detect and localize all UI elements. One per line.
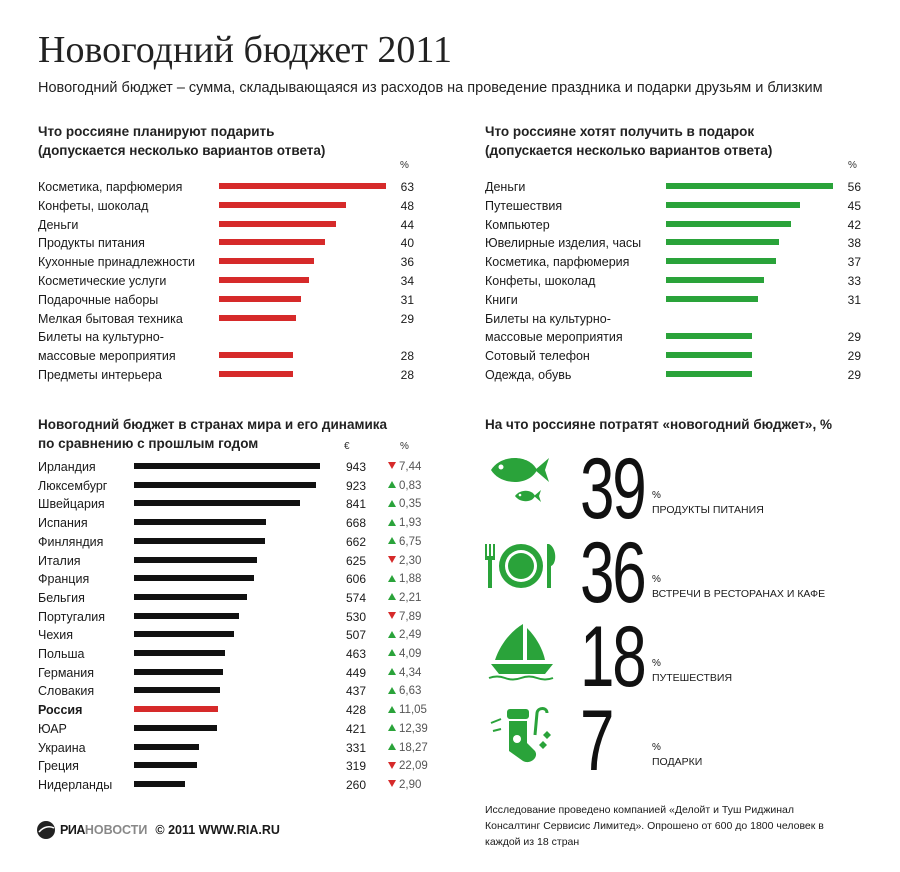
spend-label-food: ПРОДУКТЫ ПИТАНИЯ (652, 504, 764, 516)
receive-bar (666, 333, 752, 339)
receive-label: Ювелирные изделия, часы (485, 236, 642, 251)
country-value: 260 (345, 777, 366, 792)
country-value: 421 (345, 721, 366, 736)
triangle-down-icon (388, 762, 396, 769)
country-value: 923 (345, 478, 366, 493)
country-change-value: 12,39 (399, 722, 428, 735)
country-value: 331 (345, 740, 366, 755)
give-label: Косметика, парфюмерия (38, 180, 183, 194)
country-row (38, 552, 438, 570)
give-value: 44 (400, 217, 414, 232)
country-row (38, 495, 438, 513)
receive-bar (666, 183, 833, 189)
country-change-value: 0,83 (399, 479, 422, 492)
receive-bar (666, 202, 800, 208)
country-row (38, 645, 438, 663)
spend-value-food: 39 (580, 441, 645, 537)
country-row (38, 739, 438, 757)
country-bar-chart (38, 458, 438, 798)
country-row (38, 477, 438, 495)
give-value: 28 (400, 367, 414, 382)
give-label: Деньги (38, 217, 79, 232)
spend-pct-food: % (652, 490, 661, 501)
receive-row (485, 291, 865, 309)
country-bar (134, 725, 217, 731)
country-bar (134, 669, 223, 675)
receive-value: 29 (847, 348, 861, 363)
triangle-up-icon (388, 481, 396, 488)
country-label: Люксембург (38, 478, 108, 493)
receive-value: 37 (847, 255, 861, 270)
spend-title: На что россияне потратят «новогодний бюджет», % (485, 417, 832, 432)
triangle-down-icon (388, 556, 396, 563)
country-change-value: 2,30 (399, 554, 422, 567)
country-value: 319 (345, 759, 366, 774)
receive-bar (666, 221, 791, 227)
receive-label: Сотовый телефон (485, 348, 590, 363)
country-change-value: 2,21 (399, 591, 422, 604)
country-row (38, 589, 438, 607)
country-change (388, 720, 428, 738)
country-row (38, 664, 438, 682)
country-change (388, 776, 421, 794)
receive-label: массовые мероприятия (485, 330, 623, 345)
receive-label: Деньги (485, 180, 526, 194)
triangle-up-icon (388, 706, 396, 713)
receive-row (485, 178, 865, 196)
country-value: 841 (345, 497, 366, 512)
receive-bar (666, 352, 752, 358)
country-bar (134, 482, 316, 488)
country-label: Швейцария (38, 497, 105, 512)
spend-label-restaurants: ВСТРЕЧИ В РЕСТОРАНАХ И КАФЕ (652, 588, 826, 600)
country-change-unit: % (400, 441, 409, 452)
country-label: Греция (38, 759, 79, 774)
triangle-down-icon (388, 612, 396, 619)
country-row (38, 720, 438, 738)
give-row (38, 234, 418, 252)
triangle-up-icon (388, 519, 396, 526)
country-change-value: 4,09 (399, 648, 422, 660)
country-change-value: 7,89 (399, 610, 422, 623)
country-row (38, 776, 438, 794)
receive-label: Компьютер (485, 217, 550, 232)
give-label: Конфеты, шоколад (38, 198, 149, 213)
receive-bar-chart (485, 178, 865, 388)
receive-value: 33 (847, 274, 861, 288)
receive-value: 38 (847, 236, 861, 251)
receive-bar (666, 371, 752, 377)
triangle-up-icon (388, 575, 396, 582)
country-value: 463 (345, 647, 366, 661)
country-change (388, 682, 421, 700)
spend-value-travel: 18 (580, 609, 645, 705)
page-title: Новогодний бюджет 2011 (38, 29, 452, 71)
give-bar (219, 296, 301, 302)
spend-pct-restaurants: % (652, 574, 661, 585)
give-label: Мелкая бытовая техника (38, 311, 183, 326)
country-bar (134, 613, 239, 619)
receive-row (485, 272, 865, 290)
country-label: Нидерланды (38, 777, 113, 792)
give-label-line1: Билеты на культурно- (38, 330, 164, 345)
give-value: 29 (400, 311, 414, 326)
receive-row (485, 347, 865, 365)
give-row (38, 216, 418, 234)
country-bar (134, 557, 257, 563)
country-value: 507 (345, 628, 366, 643)
spend-pct-gifts: % (652, 742, 661, 753)
country-row (38, 514, 438, 532)
country-change (388, 757, 428, 775)
country-change-value: 1,93 (399, 517, 422, 530)
give-row (38, 178, 418, 196)
country-change-value: 7,44 (399, 461, 422, 473)
country-change-value: 6,75 (399, 535, 422, 548)
receive-row (485, 216, 865, 234)
give-label: массовые мероприятия (38, 348, 176, 363)
country-row (38, 626, 438, 644)
country-change (388, 552, 421, 570)
give-bar (219, 352, 293, 358)
christmas-stocking-icon (487, 705, 557, 767)
country-label: Италия (38, 553, 81, 568)
give-bar (219, 221, 336, 227)
country-change (388, 589, 421, 607)
country-value: 606 (345, 572, 366, 587)
country-value: 943 (345, 460, 366, 474)
receive-bar (666, 258, 776, 264)
country-change-value: 6,63 (399, 685, 422, 698)
spend-value-gifts: 7 (580, 693, 613, 789)
receive-bar (666, 239, 779, 245)
give-row (38, 291, 418, 309)
country-change (388, 701, 427, 719)
logo-copyright: © 2011 WWW.RIA.RU (155, 823, 280, 837)
country-row (38, 533, 438, 551)
country-change (388, 608, 421, 626)
country-label: Германия (38, 665, 95, 680)
fish-icon (485, 452, 555, 514)
give-value: 63 (400, 180, 414, 194)
country-label: ЮАР (38, 721, 67, 736)
triangle-up-icon (388, 537, 396, 544)
triangle-up-icon (388, 687, 396, 694)
country-change (388, 533, 421, 551)
triangle-up-icon (388, 593, 396, 600)
receive-bar (666, 296, 758, 302)
spend-value-restaurants: 36 (580, 525, 645, 621)
country-value: 625 (345, 553, 366, 568)
receive-label: Книги (485, 292, 518, 307)
receive-row (485, 366, 865, 384)
country-label: Португалия (38, 609, 106, 624)
country-value: 662 (345, 534, 366, 549)
receive-label: Путешествия (485, 198, 563, 213)
triangle-down-icon (388, 780, 396, 787)
country-bar (134, 687, 220, 693)
country-chart-title: Новогодний бюджет в странах мира и его динамика по сравнению с прошлым годом (38, 417, 388, 451)
give-bar (219, 315, 296, 321)
page-subtitle: Новогодний бюджет – сумма, складывающаяся из расходов на проведение праздника и подарки друзьям и близким (38, 80, 823, 96)
triangle-down-icon (388, 462, 396, 469)
country-change-value: 18,27 (399, 741, 428, 754)
receive-value: 29 (847, 367, 861, 382)
logo-brand-light: НОВОСТИ (84, 823, 148, 837)
triangle-up-icon (388, 649, 396, 656)
give-label: Косметические услуги (38, 274, 167, 288)
spend-pct-travel: % (652, 658, 661, 669)
country-bar (134, 650, 225, 656)
give-bar (219, 258, 314, 264)
give-bar (219, 202, 346, 208)
country-change (388, 664, 421, 682)
give-label: Предметы интерьера (38, 367, 162, 382)
give-row (38, 253, 418, 271)
country-change-value: 11,05 (399, 704, 427, 717)
country-change (388, 570, 421, 588)
country-change (388, 477, 421, 495)
country-bar (134, 575, 254, 581)
country-change (388, 495, 421, 513)
country-change (388, 739, 428, 757)
country-change-value: 22,09 (399, 760, 428, 773)
country-row (38, 682, 438, 700)
spend-label-travel: ПУТЕШЕСТВИЯ (652, 672, 733, 684)
ria-logo[interactable] (36, 820, 280, 840)
give-label: Подарочные наборы (38, 292, 159, 307)
give-bar (219, 239, 325, 245)
country-change-value: 2,49 (399, 629, 422, 642)
give-bar (219, 183, 386, 189)
country-change-value: 0,35 (399, 498, 422, 511)
receive-row (485, 197, 865, 215)
country-change-value: 1,88 (399, 573, 422, 586)
give-row (38, 347, 418, 365)
receive-row (485, 253, 865, 271)
country-label: Словакия (38, 684, 95, 699)
country-label: Россия (38, 703, 83, 718)
country-label: Испания (38, 516, 88, 531)
triangle-up-icon (388, 724, 396, 731)
logo-brand-dark: РИА (60, 823, 85, 837)
give-row (38, 310, 418, 328)
country-change-value: 2,90 (399, 778, 422, 791)
give-chart-title: Что россияне планируют подарить (допускается несколько вариантов ответа) (38, 124, 326, 158)
footnote: Исследование проведено компанией «Делойт и Туш Риджинал Консалтинг Сервисис Лимитед». Опрошено от 600 до 1800 человек в каждой из 18 стран (485, 804, 824, 848)
give-bar-chart (38, 178, 418, 388)
give-bar (219, 371, 293, 377)
country-bar (134, 500, 300, 506)
plate-cutlery-icon (481, 538, 559, 594)
country-bar (134, 762, 197, 768)
country-label: Украина (38, 740, 86, 755)
country-label: Франция (38, 572, 90, 587)
receive-row (485, 234, 865, 252)
country-bar (134, 538, 265, 544)
country-bar (134, 781, 185, 787)
give-value: 40 (400, 236, 414, 251)
country-value: 574 (345, 590, 366, 605)
give-value: 31 (400, 292, 414, 307)
give-value: 28 (400, 348, 414, 363)
country-bar (134, 631, 234, 637)
country-label: Финляндия (38, 534, 104, 549)
receive-value: 56 (847, 180, 861, 194)
country-row (38, 701, 438, 719)
triangle-up-icon (388, 500, 396, 507)
country-value: 530 (345, 609, 366, 624)
country-value: 449 (345, 665, 366, 680)
country-bar (134, 706, 218, 712)
country-value: 437 (345, 684, 366, 699)
receive-value: 45 (847, 198, 861, 213)
ria-globe-icon (36, 820, 56, 840)
country-row (38, 608, 438, 626)
country-bar (134, 463, 320, 469)
triangle-up-icon (388, 631, 396, 638)
country-value: 668 (345, 516, 366, 531)
receive-value: 31 (847, 292, 861, 307)
give-row (38, 197, 418, 215)
country-bar (134, 594, 247, 600)
country-change (388, 458, 421, 476)
receive-label: Конфеты, шоколад (485, 274, 596, 288)
country-value-unit: € (344, 441, 350, 452)
give-value: 34 (400, 274, 414, 288)
triangle-up-icon (388, 743, 396, 750)
triangle-up-icon (388, 668, 396, 675)
country-value: 428 (345, 703, 366, 718)
country-change (388, 626, 421, 644)
country-bar (134, 744, 199, 750)
receive-row (485, 328, 865, 346)
give-unit-label: % (400, 160, 409, 171)
receive-value: 29 (847, 330, 861, 345)
receive-chart-title: Что россияне хотят получить в подарок (допускается несколько вариантов ответа) (485, 124, 773, 158)
country-change (388, 645, 421, 663)
give-value: 36 (400, 255, 414, 270)
sailboat-icon (487, 620, 557, 682)
country-label: Польша (38, 647, 85, 661)
give-bar (219, 277, 309, 283)
country-label: Бельгия (38, 590, 85, 605)
country-row (38, 570, 438, 588)
country-row (38, 458, 438, 476)
spend-label-gifts: ПОДАРКИ (652, 756, 703, 768)
country-row (38, 757, 438, 775)
give-label: Кухонные принадлежности (38, 255, 195, 270)
country-bar (134, 519, 266, 525)
country-change (388, 514, 421, 532)
give-row (38, 272, 418, 290)
give-value: 48 (400, 198, 414, 213)
receive-label: Одежда, обувь (485, 367, 572, 382)
give-label: Продукты питания (38, 236, 145, 251)
receive-bar (666, 277, 764, 283)
country-change-value: 4,34 (399, 666, 422, 679)
give-row (38, 366, 418, 384)
receive-unit-label: % (848, 160, 857, 171)
country-label: Ирландия (38, 460, 96, 474)
receive-label: Косметика, парфюмерия (485, 255, 630, 270)
receive-value: 42 (847, 217, 861, 232)
country-label: Чехия (38, 628, 74, 643)
receive-label-line1: Билеты на культурно- (485, 311, 611, 326)
